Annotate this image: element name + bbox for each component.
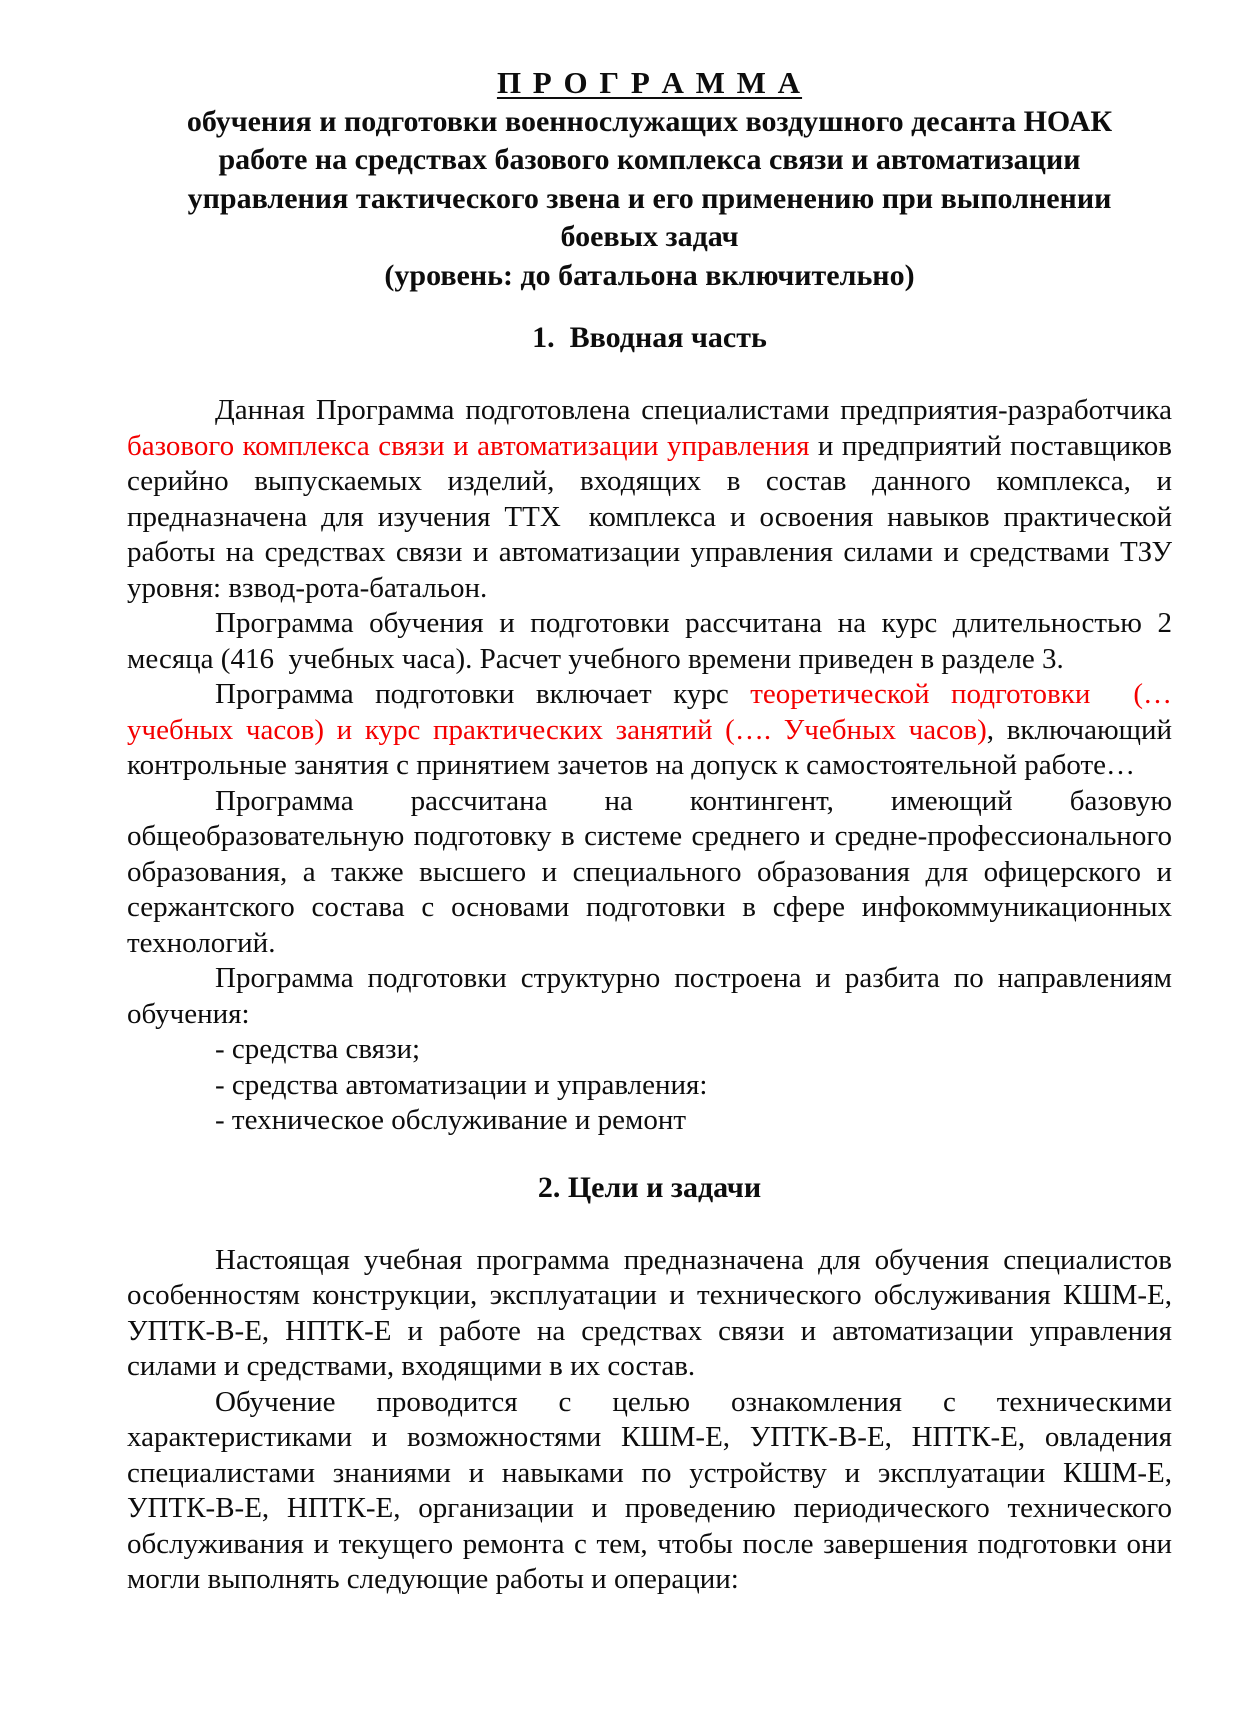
paragraph-intro-5: Программа подготовки структурно построена и разбита по направлениям обучения:	[127, 962, 1172, 1030]
paragraph-intro-2: Программа обучения и подготовки рассчитана на курс длительностью 2 месяца (416 учебных часа). Расчет учебного времени приведен в разделе 3.	[127, 607, 1172, 675]
list-item-2: - средства автоматизации и управления:	[215, 1068, 708, 1101]
document-title	[127, 64, 1172, 103]
text-run-red: базового комплекса связи и автоматизации управления	[127, 429, 810, 462]
subtitle-line-2: работе на средствах базового комплекса связи и автоматизации	[218, 143, 1081, 176]
text-run: Программа подготовки включает курс	[215, 678, 751, 710]
section-2-heading: 2. Цели и задачи	[537, 1170, 762, 1204]
subtitle-line-3: управления тактического звена и его применению при выполнении	[187, 181, 1112, 215]
document-title-block	[127, 64, 1172, 295]
text-run-red: теоретической подготовки (… учебных часов) и курс практических занятий (…. Учебных часов)	[127, 678, 1172, 746]
document-title-text: П Р О Г Р А М М А	[496, 65, 803, 100]
paragraph-intro-4: Программа рассчитана на контингент, имеющий базовую общеобразовательную подготовку в системе среднего и средне-профессионального образования, а также высшего и специального образования для офицерского и сержантского состава с основами подготовки в сфере инфокоммуникационных технологий.	[127, 784, 1172, 959]
list-item-3: - техническое обслуживание и ремонт	[215, 1104, 687, 1136]
subtitle-line-5: (уровень: до батальона включительно)	[384, 258, 915, 292]
section-1-heading: 1. Вводная часть	[532, 321, 767, 354]
list-item-1: - средства связи;	[215, 1033, 421, 1065]
text-run: Данная Программа подготовлена специалистами предприятия-разработчика	[215, 394, 1172, 426]
text-run: , включающий контрольные занятия с принятием зачетов на допуск к самостоятельной работе…	[127, 713, 1172, 781]
subtitle-line-4: боевых задач	[560, 220, 739, 253]
paragraph-goals-1: Настоящая учебная программа предназначена для обучения специалистов особенностям конструкции, эксплуатации и технического обслуживания КШМ-Е, УПТК-В-Е, НПТК-Е и работе на средствах связи и автоматизации управления силами и средствами, входящими в их состав.	[127, 1243, 1172, 1382]
paragraph-intro-3	[127, 677, 1172, 784]
paragraph-goals-2: Обучение проводится с целью ознакомления с техническими характеристиками и возможностями КШМ-Е, УПТК-В-Е, НПТК-Е, овладения специалистами знаниями и навыками по устройству и эксплуатации КШМ-Е, УПТК-В-Е, НПТК-Е, организации и проведению периодического технического обслуживания и текущего ремонта с тем, чтобы после завершения подготовки они могли выполнять следующие работы и операции:	[127, 1385, 1172, 1595]
text-run: и предприятий поставщиков серийно выпускаемых изделий, входящих в состав данного комплекса, и предназначена для изучения ТТХ комплекса и освоения навыков практической работы на средствах связи и автоматизации управления силами и средствами ТЗУ уровня: взвод-рота-батальон.	[127, 429, 1172, 604]
paragraph-intro-1	[127, 393, 1172, 606]
subtitle-line-1: обучения и подготовки военнослужащих воздушного десанта НОАК	[186, 104, 1113, 138]
